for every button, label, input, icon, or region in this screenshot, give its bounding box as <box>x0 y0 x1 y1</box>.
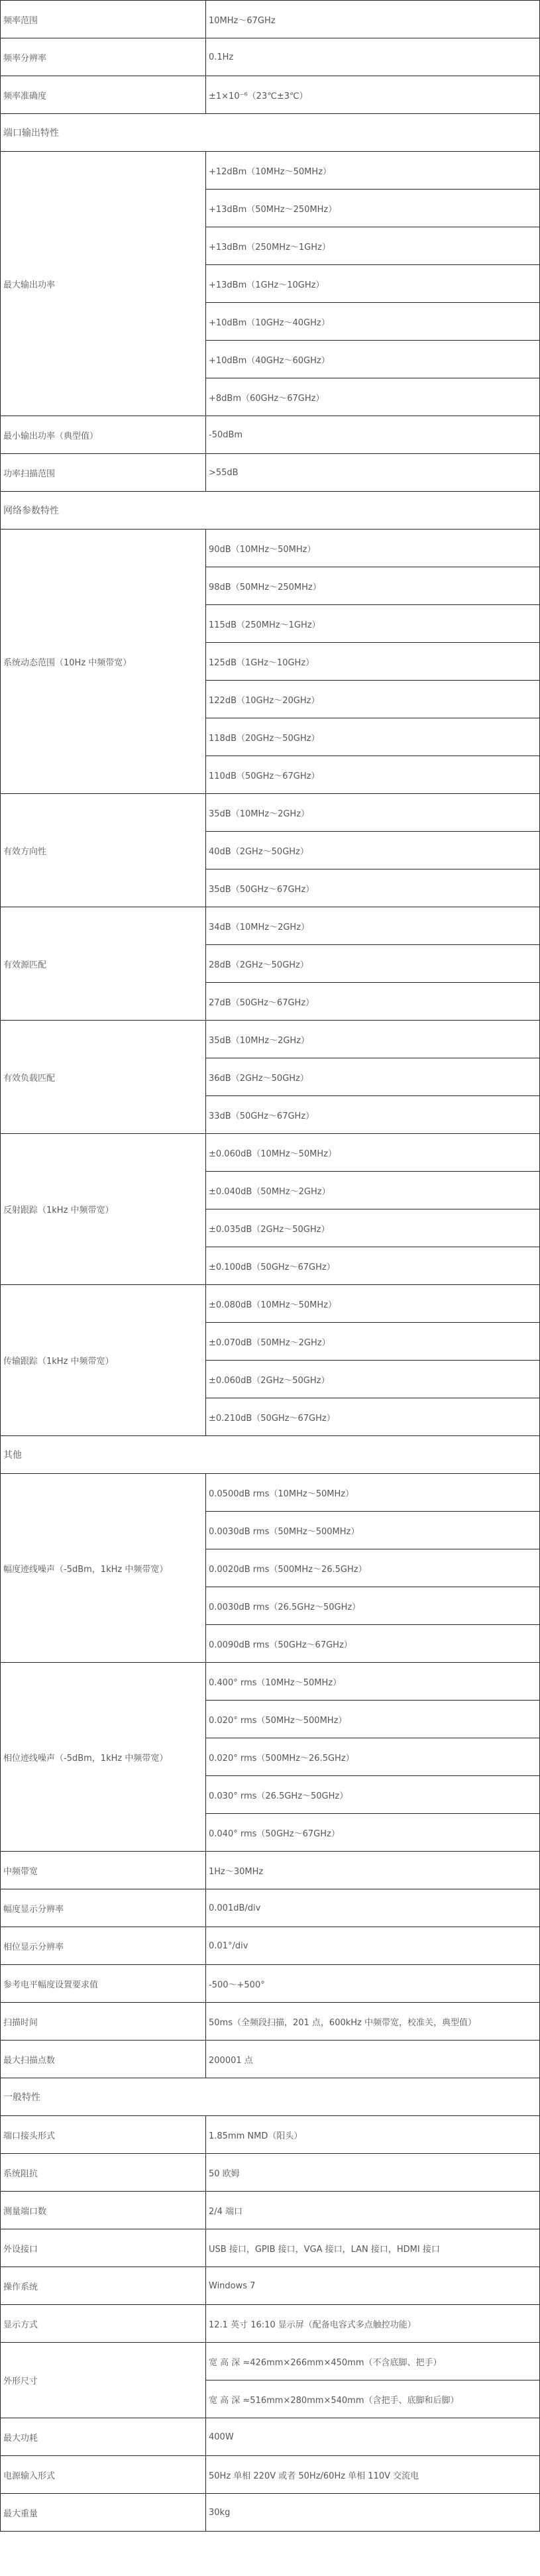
section-row <box>1 492 540 530</box>
spec-label: 系统阻抗 <box>1 2154 206 2192</box>
spec-row <box>1 2041 540 2078</box>
spec-value: 0.400° rms（10MHz～50MHz） <box>206 1663 540 1701</box>
spec-value: ±0.080dB（10MHz～50MHz） <box>206 1285 540 1323</box>
spec-row <box>1 416 540 454</box>
spec-value: 90dB（10MHz～50MHz） <box>206 530 540 567</box>
section-row <box>1 1436 540 1474</box>
spec-row <box>1 38 540 76</box>
spec-value: +10dBm（10GHz～40GHz） <box>206 303 540 341</box>
spec-label: 扫描时间 <box>1 2003 206 2041</box>
spec-value: +10dBm（40GHz～60GHz） <box>206 341 540 378</box>
spec-value: 35dB（10MHz～2GHz） <box>206 1021 540 1058</box>
spec-row <box>1 2343 540 2380</box>
spec-label: 相位迹线噪声（-5dBm，1kHz 中频带宽） <box>1 1663 206 1852</box>
spec-value: 50Hz 单相 220V 或者 50Hz/60Hz 单相 110V 交流电 <box>206 2456 540 2494</box>
spec-row <box>1 1474 540 1512</box>
spec-label: 最大扫描点数 <box>1 2041 206 2078</box>
spec-label: 最小输出功率（典型值） <box>1 416 206 454</box>
spec-value: 200001 点 <box>206 2041 540 2078</box>
spec-row <box>1 794 540 832</box>
spec-row <box>1 1663 540 1701</box>
spec-label: 反射跟踪（1kHz 中频带宽） <box>1 1134 206 1285</box>
spec-row <box>1 2229 540 2267</box>
spec-value: 0.0500dB rms（10MHz～50MHz） <box>206 1474 540 1512</box>
spec-value: 122dB（10GHz～20GHz） <box>206 681 540 718</box>
spec-value: 宽 高 深 ≈426mm×266mm×450mm（不含底脚、把手） <box>206 2343 540 2380</box>
spec-row <box>1 1 540 38</box>
spec-row <box>1 2305 540 2343</box>
spec-value: 0.040° rms（50GHz～67GHz） <box>206 1814 540 1852</box>
spec-label: 有效源匹配 <box>1 907 206 1021</box>
spec-value: 0.0030dB rms（26.5GHz～50GHz） <box>206 1587 540 1625</box>
spec-value: 0.020° rms（50MHz～500MHz） <box>206 1701 540 1738</box>
spec-row <box>1 530 540 567</box>
section-heading: 一般特性 <box>1 2078 540 2116</box>
section-row <box>1 2078 540 2116</box>
spec-row <box>1 2003 540 2041</box>
spec-label: 系统动态范围（10Hz 中频带宽） <box>1 530 206 794</box>
spec-row <box>1 152 540 190</box>
spec-value: -500～+500° <box>206 1965 540 2003</box>
spec-value: 33dB（50GHz～67GHz） <box>206 1096 540 1134</box>
spec-value: 宽 高 深 ≈516mm×280mm×540mm（含把手、底脚和后脚） <box>206 2380 540 2418</box>
spec-value: 0.0020dB rms（500MHz～26.5GHz） <box>206 1549 540 1587</box>
spec-value: +13dBm（250MHz～1GHz） <box>206 227 540 265</box>
spec-value: ±0.060dB（10MHz～50MHz） <box>206 1134 540 1172</box>
spec-value: 36dB（2GHz～50GHz） <box>206 1058 540 1096</box>
spec-label: 显示方式 <box>1 2305 206 2343</box>
spec-row <box>1 2267 540 2305</box>
spec-label: 幅度迹线噪声（-5dBm，1kHz 中频带宽） <box>1 1474 206 1663</box>
spec-value: 115dB（250MHz～1GHz） <box>206 605 540 643</box>
spec-row <box>1 2116 540 2154</box>
spec-value: 125dB（1GHz～10GHz） <box>206 643 540 681</box>
spec-value: 28dB（2GHz～50GHz） <box>206 945 540 983</box>
spec-label: 有效负载匹配 <box>1 1021 206 1134</box>
spec-row <box>1 1021 540 1058</box>
spec-value: 0.1Hz <box>206 38 540 76</box>
spec-value: 12.1 英寸 16:10 显示屏（配备电容式多点触控功能） <box>206 2305 540 2343</box>
spec-row <box>1 454 540 492</box>
spec-value: 40dB（2GHz～50GHz） <box>206 832 540 869</box>
spec-value: 1Hz～30MHz <box>206 1852 540 1889</box>
spec-value: 30kg <box>206 2494 540 2532</box>
spec-value: 0.001dB/div <box>206 1889 540 1927</box>
spec-label: 外设接口 <box>1 2229 206 2267</box>
spec-row <box>1 76 540 114</box>
spec-label: 电源输入形式 <box>1 2456 206 2494</box>
spec-value: +8dBm（60GHz～67GHz） <box>206 378 540 416</box>
spec-value: 34dB（10MHz～2GHz） <box>206 907 540 945</box>
spec-row <box>1 1927 540 1965</box>
section-row <box>1 114 540 152</box>
spec-value: USB 接口，GPIB 接口，VGA 接口，LAN 接口，HDMI 接口 <box>206 2229 540 2267</box>
spec-row <box>1 907 540 945</box>
spec-label: 操作系统 <box>1 2267 206 2305</box>
spec-label: 参考电平幅度设置要求值 <box>1 1965 206 2003</box>
spec-row <box>1 2456 540 2494</box>
spec-value: +13dBm（50MHz～250MHz） <box>206 190 540 227</box>
spec-value: 27dB（50GHz～67GHz） <box>206 983 540 1021</box>
spec-row <box>1 1965 540 2003</box>
spec-value: ±0.035dB（2GHz～50GHz） <box>206 1209 540 1247</box>
spec-value: 0.0090dB rms（50GHz～67GHz） <box>206 1625 540 1663</box>
spec-value: ±1×10⁻⁶（23℃±3℃） <box>206 76 540 114</box>
spec-row <box>1 1889 540 1927</box>
spec-label: 相位显示分辨率 <box>1 1927 206 1965</box>
section-heading: 端口输出特性 <box>1 114 540 152</box>
spec-value: Windows 7 <box>206 2267 540 2305</box>
spec-label: 频率范围 <box>1 1 206 38</box>
spec-row <box>1 1285 540 1323</box>
section-heading: 网络参数特性 <box>1 492 540 530</box>
spec-row <box>1 2418 540 2456</box>
spec-value: 10MHz～67GHz <box>206 1 540 38</box>
spec-table-body <box>1 1 540 2532</box>
spec-value: 50ms（全频段扫描，201 点，600kHz 中频带宽，校准关，典型值） <box>206 2003 540 2041</box>
spec-label: 中频带宽 <box>1 1852 206 1889</box>
spec-label: 最大重量 <box>1 2494 206 2532</box>
spec-value: 2/4 端口 <box>206 2192 540 2229</box>
spec-value: 110dB（50GHz～67GHz） <box>206 756 540 794</box>
spec-value: 0.0030dB rms（50MHz～500MHz） <box>206 1512 540 1549</box>
spec-value: 0.020° rms（500MHz～26.5GHz） <box>206 1738 540 1776</box>
spec-value: 50 欧姆 <box>206 2154 540 2192</box>
spec-row <box>1 2494 540 2532</box>
spec-value: 35dB（10MHz～2GHz） <box>206 794 540 832</box>
spec-value: 118dB（20GHz～50GHz） <box>206 718 540 756</box>
spec-value: +13dBm（1GHz～10GHz） <box>206 265 540 303</box>
spec-row <box>1 1134 540 1172</box>
spec-label: 最大输出功率 <box>1 152 206 416</box>
spec-label: 功率扫描范围 <box>1 454 206 492</box>
section-heading: 其他 <box>1 1436 540 1474</box>
spec-value: ±0.040dB（50MHz～2GHz） <box>206 1172 540 1209</box>
spec-label: 端口接头形式 <box>1 2116 206 2154</box>
spec-label: 频率分辨率 <box>1 38 206 76</box>
spec-value: 0.01°/div <box>206 1927 540 1965</box>
spec-value: -50dBm <box>206 416 540 454</box>
spec-value: 98dB（50MHz～250MHz） <box>206 567 540 605</box>
spec-value: ±0.210dB（50GHz～67GHz） <box>206 1398 540 1436</box>
spec-label: 有效方向性 <box>1 794 206 907</box>
spec-label: 外形尺寸 <box>1 2343 206 2418</box>
spec-label: 频率准确度 <box>1 76 206 114</box>
spec-label: 幅度显示分辨率 <box>1 1889 206 1927</box>
spec-value: 1.85mm NMD（阳头） <box>206 2116 540 2154</box>
spec-value: ±0.100dB（50GHz～67GHz） <box>206 1247 540 1285</box>
spec-label: 测量端口数 <box>1 2192 206 2229</box>
spec-label: 传输跟踪（1kHz 中频带宽） <box>1 1285 206 1436</box>
spec-row <box>1 2192 540 2229</box>
spec-value: 400W <box>206 2418 540 2456</box>
spec-value: +12dBm（10MHz～50MHz） <box>206 152 540 190</box>
spec-value: >55dB <box>206 454 540 492</box>
spec-value: ±0.060dB（2GHz～50GHz） <box>206 1361 540 1398</box>
spec-value: 0.030° rms（26.5GHz～50GHz） <box>206 1776 540 1814</box>
spec-value: 35dB（50GHz～67GHz） <box>206 869 540 907</box>
spec-value: ±0.070dB（50MHz～2GHz） <box>206 1323 540 1361</box>
spec-row <box>1 1852 540 1889</box>
spec-row <box>1 2154 540 2192</box>
spec-label: 最大功耗 <box>1 2418 206 2456</box>
